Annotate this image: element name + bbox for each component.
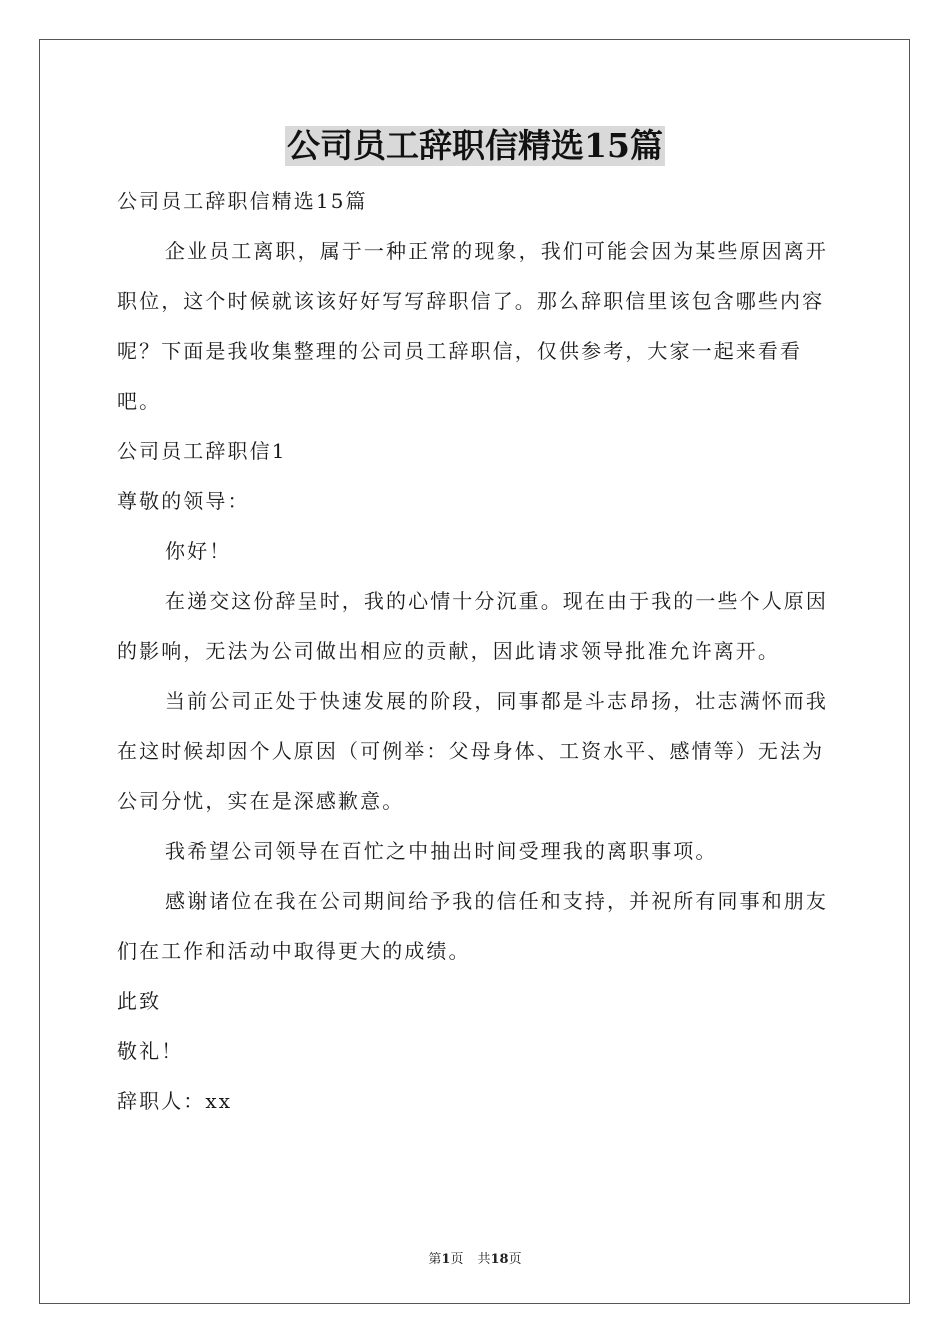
- document-title: [0, 126, 950, 166]
- letter-regards: 敬礼！: [117, 1039, 184, 1063]
- page-footer: [0, 1248, 950, 1267]
- letter-heading: 公司员工辞职信1: [117, 439, 287, 463]
- subtitle-paragraph: 公司员工辞职信精选15篇: [117, 189, 368, 213]
- letter-greeting: 你好！: [165, 539, 232, 563]
- letter-body-paragraph: 感谢诸位在我在公司期间给予我的信任和支持，并祝所有同事和朋友们在工作和活动中取得更大的成绩。: [117, 889, 828, 963]
- document-body: [117, 176, 835, 1126]
- document-title-text: 公司员工辞职信精选15篇: [287, 126, 663, 165]
- page-total: 共18页: [477, 1252, 522, 1267]
- letter-salutation: 尊敬的领导：: [117, 489, 250, 513]
- letter-closing: 此致: [117, 989, 162, 1013]
- letter-signature: 辞职人：xx: [117, 1089, 233, 1113]
- letter-body-paragraph: 当前公司正处于快速发展的阶段，同事都是斗志昂扬，壮志满怀而我在这时候却因个人原因（可例举：父母身体、工资水平、感情等）无法为公司分忧，实在是深感歉意。: [117, 689, 828, 813]
- letter-body-paragraph: 我希望公司领导在百忙之中抽出时间受理我的离职事项。: [165, 839, 718, 863]
- intro-paragraph: 企业员工离职，属于一种正常的现象，我们可能会因为某些原因离开职位，这个时候就该该好好写写辞职信了。那么辞职信里该包含哪些内容呢？下面是我收集整理的公司员工辞职信，仅供参考，大家一起来看看吧。: [117, 239, 828, 413]
- letter-body-paragraph: 在递交这份辞呈时，我的心情十分沉重。现在由于我的一些个人原因的影响，无法为公司做出相应的贡献，因此请求领导批准允许离开。: [117, 589, 828, 663]
- page-number: 第1页: [428, 1252, 464, 1267]
